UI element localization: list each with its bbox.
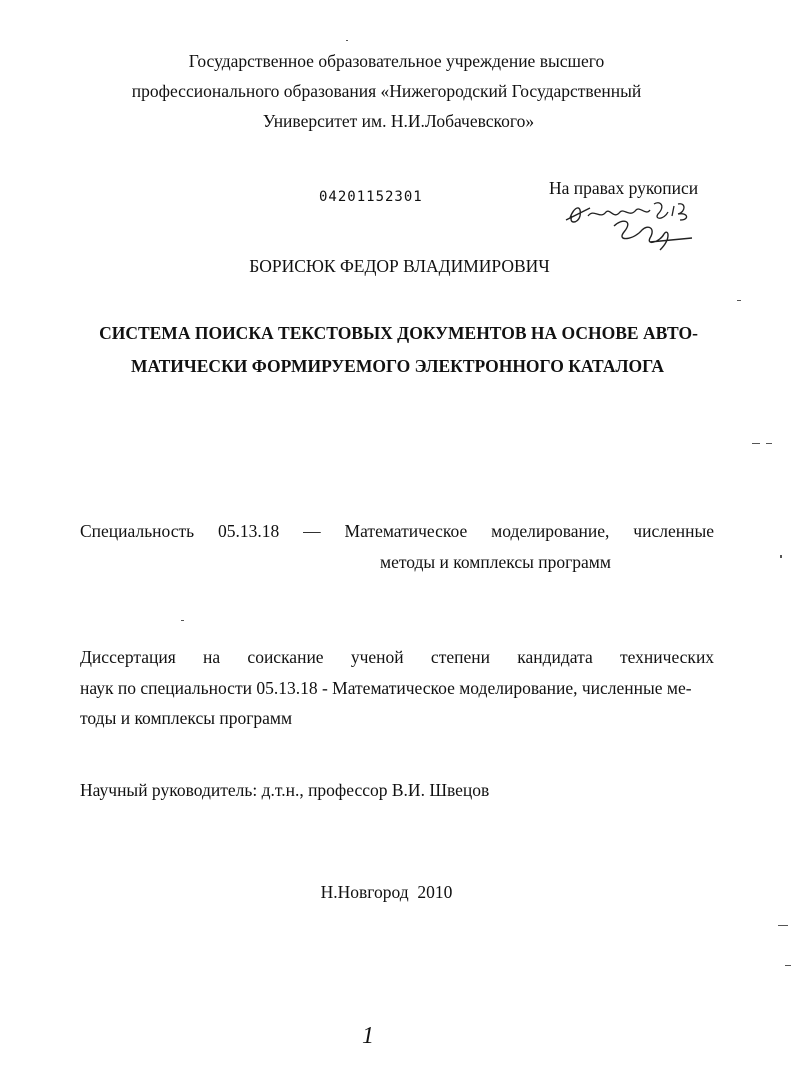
dissertation-word: на bbox=[203, 647, 221, 667]
scan-speck bbox=[780, 555, 782, 558]
specialty-word: моделирование, bbox=[491, 521, 610, 541]
dissertation-word: технических bbox=[620, 647, 715, 667]
specialty-word: Математическое bbox=[344, 521, 468, 541]
dissertation-line-3: тоды и комплексы программ bbox=[80, 708, 293, 728]
dissertation-word: кандидата bbox=[517, 647, 593, 667]
scan-speck bbox=[778, 925, 788, 926]
handwritten-signature bbox=[560, 198, 710, 258]
page-number: 1 bbox=[362, 1023, 374, 1049]
scan-speck bbox=[785, 965, 791, 966]
scan-speck bbox=[737, 300, 741, 301]
scan-speck bbox=[766, 443, 772, 444]
dissertation-word: Диссертация bbox=[80, 647, 176, 667]
registration-number: 04201152301 bbox=[319, 189, 423, 205]
specialty-line-2: методы и комплексы программ bbox=[380, 552, 611, 572]
author-name: БОРИСЮК ФЕДОР ВЛАДИМИРОВИЧ bbox=[249, 256, 550, 276]
dissertation-line-2: наук по специальности 05.13.18 - Математическое моделирование, численные ме- bbox=[80, 678, 692, 698]
institution-line-1: Государственное образовательное учреждение высшего bbox=[188, 51, 605, 71]
scan-speck bbox=[346, 40, 348, 41]
dissertation-word: соискание bbox=[247, 647, 324, 667]
specialty-line-1 bbox=[80, 520, 714, 542]
dissertation-line-1 bbox=[80, 646, 714, 668]
scan-speck bbox=[181, 620, 184, 621]
dissertation-title-line-2: МАТИЧЕСКИ ФОРМИРУЕМОГО ЭЛЕКТРОННОГО КАТАЛОГА bbox=[131, 356, 664, 376]
specialty-word: — bbox=[303, 521, 321, 541]
dissertation-word: степени bbox=[430, 647, 490, 667]
dissertation-title-line-1: СИСТЕМА ПОИСКА ТЕКСТОВЫХ ДОКУМЕНТОВ НА ОСНОВЕ АВТО- bbox=[99, 323, 698, 343]
institution-line-3: Университет им. Н.И.Лобачевского» bbox=[262, 111, 535, 131]
city-year: Н.Новгород 2010 bbox=[320, 882, 453, 902]
institution-line-2: профессионального образования «Нижегородский Государственный bbox=[131, 81, 642, 101]
scan-speck bbox=[752, 443, 760, 444]
manuscript-rights: На правах рукописи bbox=[549, 178, 699, 198]
dissertation-word: ученой bbox=[350, 647, 404, 667]
specialty-word: численные bbox=[633, 521, 714, 541]
specialty-word: Специальность bbox=[80, 521, 195, 541]
scientific-supervisor: Научный руководитель: д.т.н., профессор В.И. Швецов bbox=[80, 780, 490, 800]
specialty-word: 05.13.18 bbox=[218, 521, 280, 541]
